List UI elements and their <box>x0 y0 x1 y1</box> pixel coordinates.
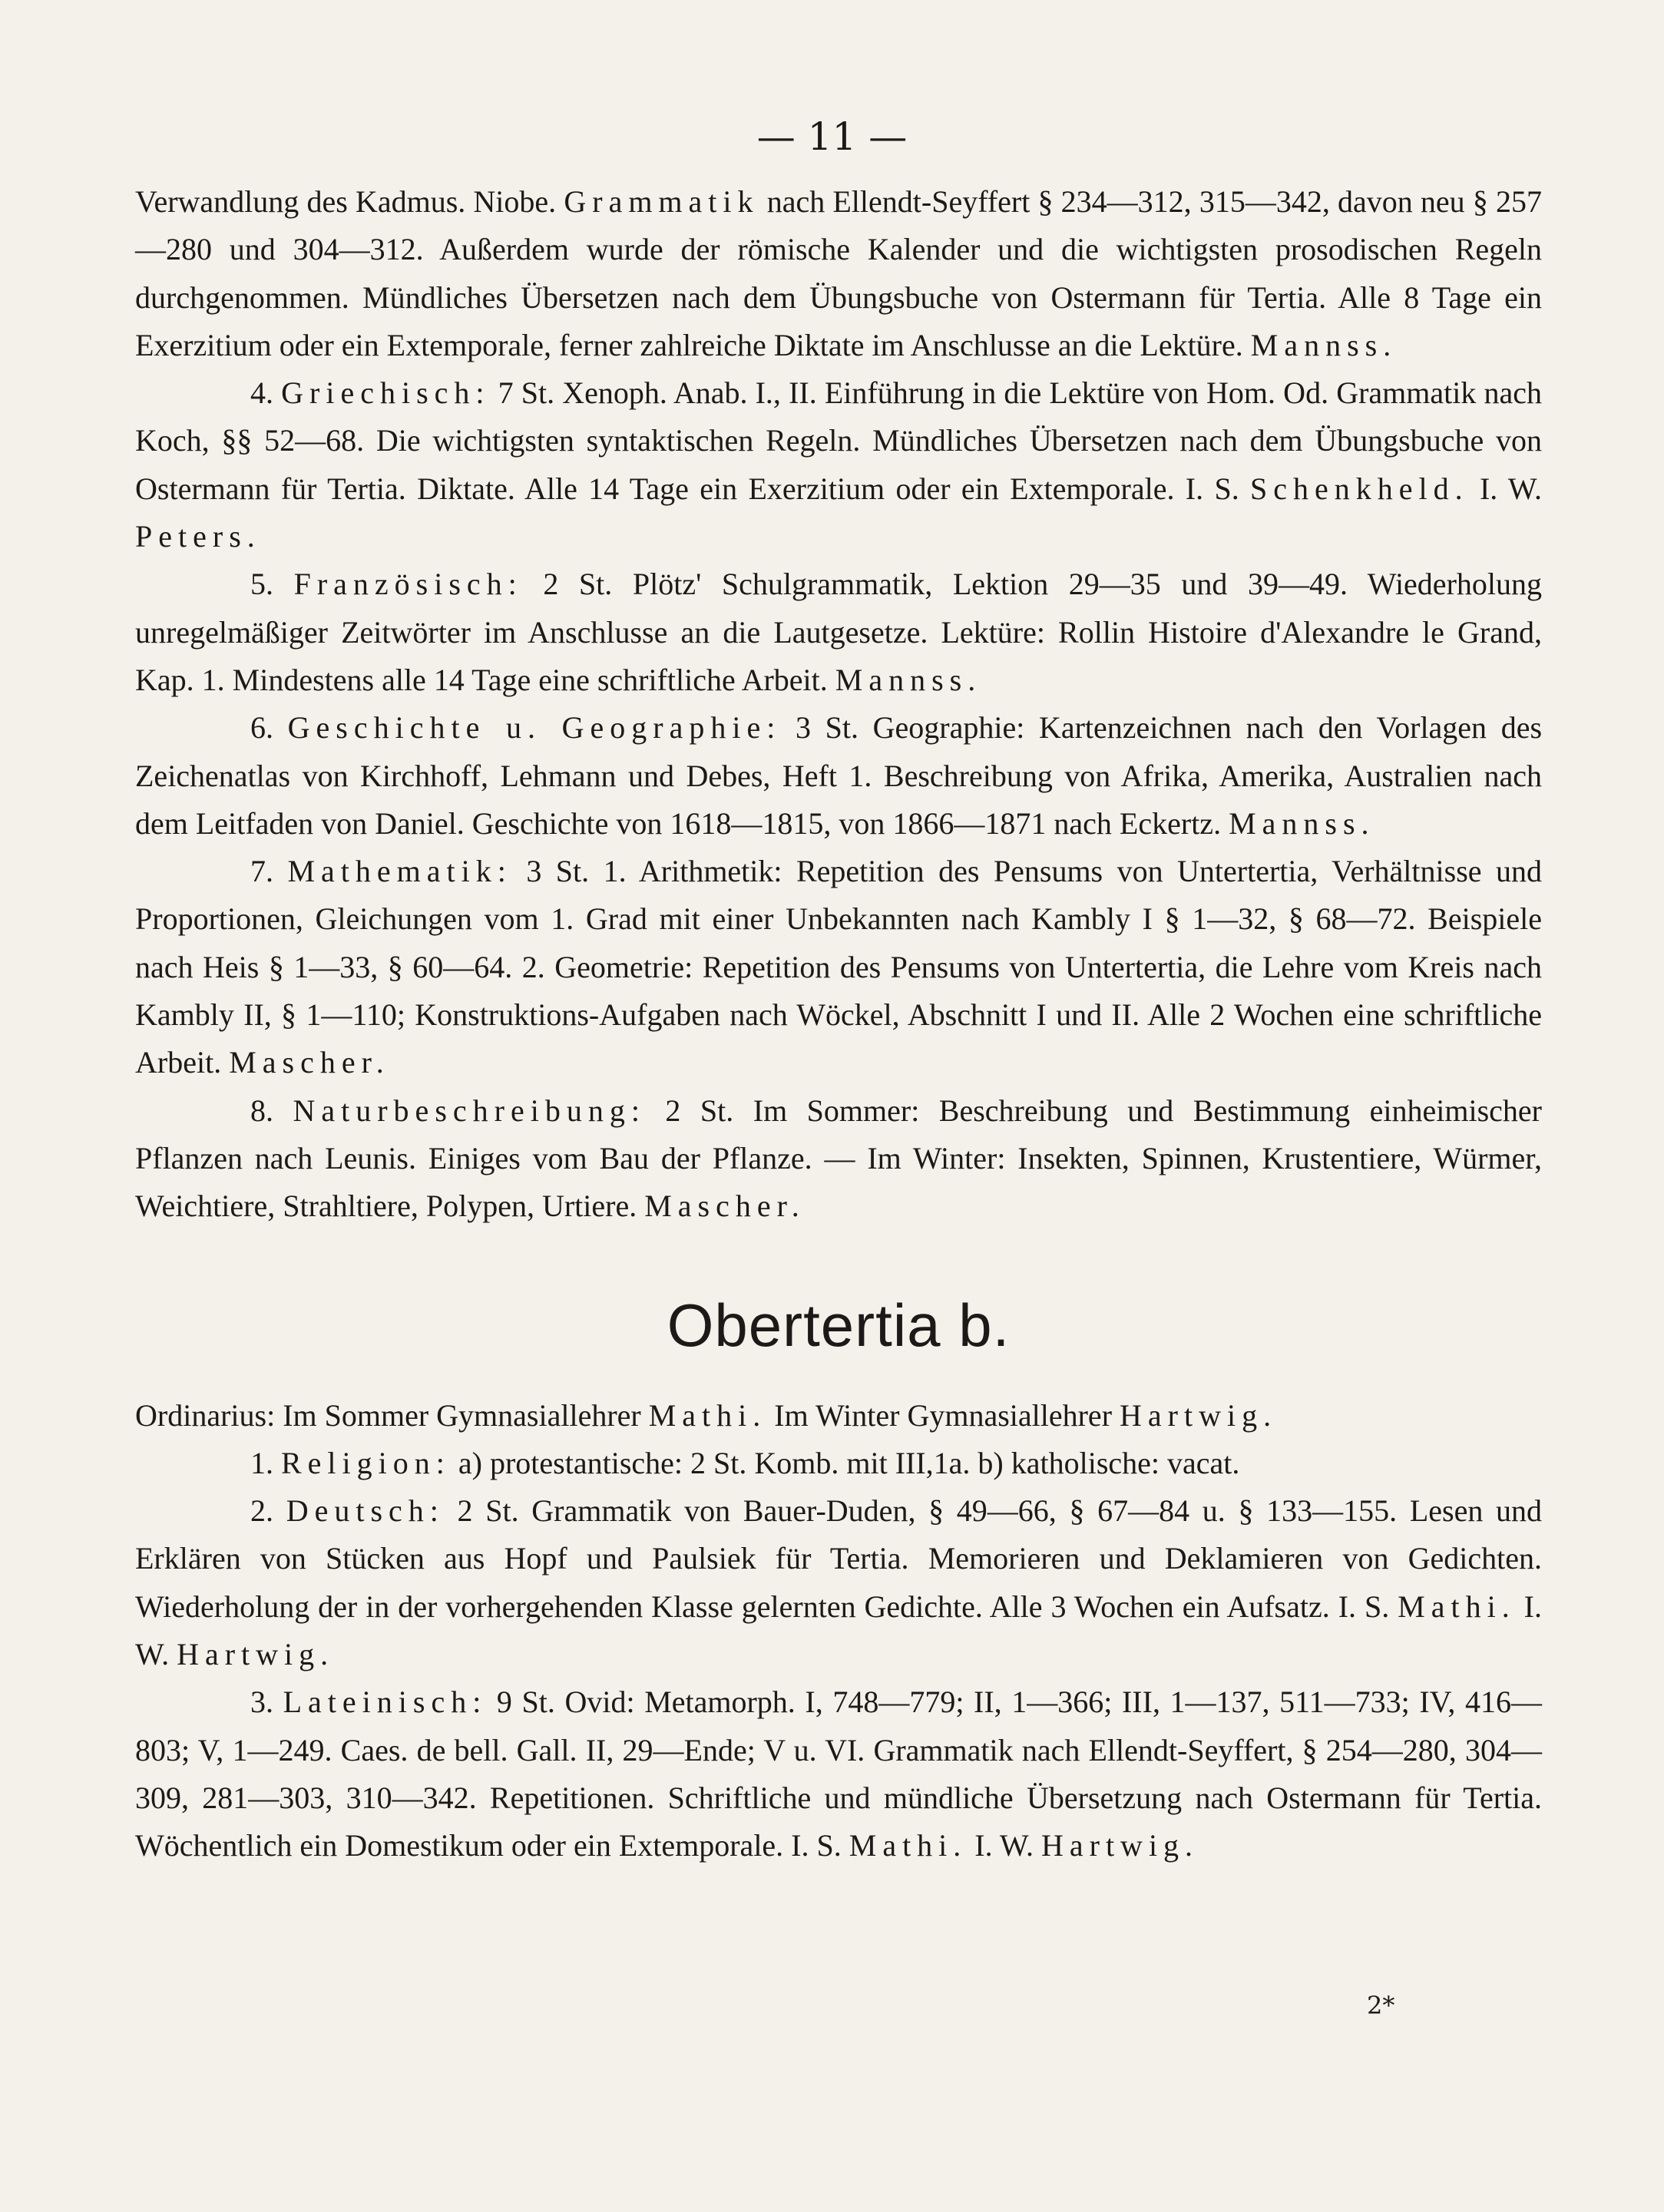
teacher-name: Hartwig. <box>1120 1397 1278 1433</box>
paragraph-religion: 1. Religion: a) protestantische: 2 St. Komb. mit III,1a. b) katholische: vacat. <box>250 1445 1240 1480</box>
section-heading: Obertertia b. <box>667 1291 1011 1359</box>
teacher-name: Mannss. <box>1229 805 1375 841</box>
paragraph-french: 5. Französisch: 2 St. Plötz' Schulgrammatik, Lektion 29—35 und 39—49. Wiederholung unregelmäßiger Zeitwörter im Anschlusse an die Lautgesetze. Lektüre: Rollin Histoire d'Alexandre le Grand, Kap. 1. Mindestens alle 14 Tage eine schriftliche Arbeit. Mannss. <box>135 567 1542 697</box>
paragraph-ordinarius: Ordinarius: Im Sommer Gymnasiallehrer Mathi. Im Winter Gymnasiallehrer Hartwig. <box>135 1397 1278 1433</box>
teacher-name: Mascher. <box>229 1045 390 1080</box>
subject-label: Religion: <box>281 1445 451 1480</box>
teacher-name: Mannss. <box>1250 327 1398 362</box>
teacher-name: Mathi. <box>648 1397 767 1433</box>
subject-label: Mathematik: <box>287 854 512 889</box>
signature-mark: 2* <box>1367 1991 1395 2020</box>
paragraph-mathematics: 7. Mathematik: 3 St. 1. Arithmetik: Repetition des Pensums von Untertertia, Verhältnisse und Proportionen, Gleichungen vom 1. Grad mit einer Unbekannten nach Kambly I § 1—32, § 68—72. Beispiele nach Heis § 1—33, § 60—64. 2. Geometrie: Repetition des Pensums von Untertertia, die Lehre vom Kreis nach Kambly II, § 1—110; Konstruktions-Aufgaben nach Wöckel, Abschnitt I und II. Alle 2 Wochen eine schriftliche Arbeit. Mascher. <box>135 854 1543 1080</box>
teacher-name: Mathi. <box>1398 1589 1516 1624</box>
teacher-name: Hartwig. <box>1040 1828 1199 1863</box>
teacher-name: Mascher. <box>644 1189 806 1224</box>
teacher-name: Mannss. <box>835 662 982 697</box>
paragraph-natural-history: 8. Naturbeschreibung: 2 St. Im Sommer: Beschreibung und Bestimmung einheimischer Pflanzen nach Leunis. Einiges vom Bau der Pflanze. — Im Winter: Insekten, Spinnen, Krustentiere, Würmer, Weichtiere, Strahltiere, Polypen, Urtiere. Mascher. <box>135 1093 1543 1224</box>
subject-label: Deutsch: <box>286 1493 445 1529</box>
page-body <box>135 178 1542 1870</box>
paragraph-german: 2. Deutsch: 2 St. Grammatik von Bauer-Duden, § 49—66, § 67—84 u. § 133—155. Lesen und Erklären von Stücken aus Hopf und Paulsiek für Tertia. Memorieren und Deklamieren von Gedichten. Wiederholung der in der vorhergehenden Klasse gelernten Gedichte. Alle 3 Wochen ein Aufsatz. I. S. Mathi. I. W. Hartwig. <box>135 1493 1543 1672</box>
subject-label: Naturbeschreibung: <box>293 1093 646 1128</box>
paragraph-latin: 3. Lateinisch: 9 St. Ovid: Metamorph. I, 748—779; II, 1—366; III, 1—137, 511—733; IV, 416—803; V, 1—249. Caes. de bell. Gall. II, 29—Ende; V u. VI. Grammatik nach Ellendt-Seyffert, § 254—280, 304—309, 281—303, 310—342. Repetitionen. Schriftliche und mündliche Übersetzung nach Ostermann für Tertia. Wöchentlich ein Domestikum oder ein Extemporale. I. S. Mathi. I. W. Hartwig. <box>135 1685 1543 1863</box>
paragraph-greek: 4. Griechisch: 7 St. Xenoph. Anab. I., II. Einführung in die Lektüre von Hom. Od. Grammatik nach Koch, §§ 52—68. Die wichtigsten syntaktischen Regeln. Mündliches Übersetzen nach dem Übungsbuche von Ostermann für Tertia. Diktate. Alle 14 Tage ein Exerzitium oder ein Extemporale. I. S. Schenkheld. I. W. Peters. <box>135 375 1543 554</box>
teacher-name: Mathi. <box>849 1828 968 1863</box>
subject-label: Lateinisch: <box>283 1685 488 1720</box>
subject-label: Griechisch: <box>281 375 491 411</box>
subject-label: Grammatik <box>564 184 759 219</box>
page-number: — 11 — <box>756 114 908 159</box>
subject-label: Französisch: <box>293 567 523 602</box>
teacher-name: Hartwig. <box>177 1637 335 1672</box>
subject-label: Geschichte u. Geographie: <box>287 710 782 746</box>
paragraph-history-geography: 6. Geschichte u. Geographie: 3 St. Geographie: Kartenzeichnen nach den Vorlagen des Zeichenatlas von Kirchhoff, Lehmann und Debes, Heft 1. Beschreibung von Afrika, Amerika, Australien nach dem Leitfaden von Daniel. Geschichte von 1618—1815, von 1866—1871 nach Eckertz. Mannss. <box>135 710 1543 841</box>
teacher-name: Peters. <box>135 519 261 554</box>
paragraph-latin-continuation: Verwandlung des Kadmus. Niobe. Grammatik nach Ellendt-Seyffert § 234—312, 315—342, davon neu § 257—280 und 304—312. Außerdem wurde der römische Kalender und die wichtigsten prosodischen Regeln durchgenommen. Mündliches Übersetzen nach dem Übungsbuche von Ostermann für Tertia. Alle 8 Tage ein Exerzitium oder ein Extemporale, ferner zahlreiche Diktate im Anschlusse an die Lektüre. Mannss. <box>135 184 1543 362</box>
teacher-name: Schenkheld. <box>1250 471 1469 506</box>
